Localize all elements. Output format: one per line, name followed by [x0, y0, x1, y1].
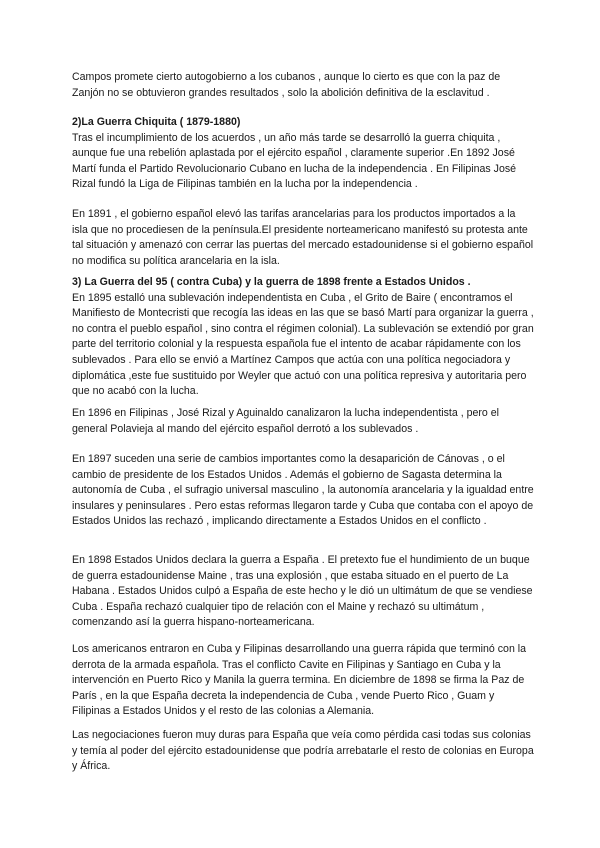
paragraph-text: En 1897 suceden una serie de cambios importantes como la desaparición de Cánovas , o el cambio de presidente de los Estados Unidos . Además el gobierno de Sagasta determina la autonomía de Cuba , el sufragio universal masculino , la autonomía arancelaria y la igualdad entre insulares y peninsulares . Pero estas reformas llegaron tarde y Cuba que contaba con el apoyo de Estados Unidos las rechazó , implicando directamente a Estados Unidos en el conflicto . — [72, 453, 534, 528]
paragraph-text: En 1896 en Filipinas , José Rizal y Aguinaldo canalizaron la lucha independentista , pero el general Polavieja al mando del ejército español derrotó a los sublevados . — [72, 407, 499, 435]
paragraph-text: En 1898 Estados Unidos declara la guerra a España . El pretexto fue el hundimiento de un buque de guerra estadounidense Maine , tras una explosión , que estaba situado en el puerto de La Habana . Estados Unidos culpó a España de este hecho y le dió un ultimátum de que se vendiese Cuba . España rechazó cualquier tipo de relación con el Maine y rechazó su ultimátum , comenzando así la guerra hispano-norteamericana. — [72, 554, 533, 629]
paragraph-negotiations — [72, 728, 534, 775]
paragraph-text: En 1895 estalló una sublevación independentista en Cuba , el Grito de Baire ( encontramos el Manifiesto de Montecristi que recogía las ideas en las que se basó Martí para organizar la guerra , no contra el pueblo español , sino contra el régimen colonial). La sublevación se extendió por gran parte del territorio colonial y la respuesta española fue el intento de acabar rápidamente con los sublevados . Para ello se envió a Martínez Campos que actúa con una política negociadora y diplomática ,este fue sustituido por Weyler que actuó con una política represiva y autoritaria pero que no acabó con la lucha. — [72, 291, 534, 398]
paragraph-text: Tras el incumplimiento de los acuerdos , un año más tarde se desarrolló la guerra chiquita , aunque fue una rebelión aplastada por el ejército español , claramente superior .En 1892 José Martí funda el Partido Revolucionario Cubano en lucha de la independencia . En Filipinas José Rizal fundó la Liga de Filipinas también en la lucha por la independencia . — [72, 131, 517, 191]
paragraph-text: Las negociaciones fueron muy duras para España que veía como pérdida casi todas sus colonias y temía al poder del ejército estadounidense que podría arrebatarle el resto de colonias en Europa y África. — [72, 729, 534, 773]
paragraph-war-1898 — [72, 553, 534, 631]
paragraph-americans — [72, 642, 534, 720]
paragraph-text: En 1891 , el gobierno español elevó las tarifas arancelarias para los productos importados a la isla que no procediesen de la península.El presidente norteamericano manifestó su protesta ante tal situación y amenazó con cerrar las puertas del mercado estadounidense si el gobierno español no modifica su política arancelaria en la isla. — [72, 208, 534, 267]
paragraph-text: Los americanos entraron en Cuba y Filipinas desarrollando una guerra rápida que terminó con la derrota de la armada española. Tras el conflicto Cavite en Filipinas y Santiago en Cuba y la intervención en Puerto Rico y Manila la guerra termina. En diciembre de 1898 se firma la Paz de París , en la que España decreta la independencia de Cuba , vende Puerto Rico , Guam y Filipinas a Estados Unidos y el resto de las colonias a Alemania. — [72, 643, 527, 718]
paragraph-filipinas-1896 — [72, 406, 534, 437]
paragraph-changes-1897 — [72, 452, 534, 530]
paragraph-tariffs-1891 — [72, 207, 534, 269]
section-heading: 3) La Guerra del 95 ( contra Cuba) y la guerra de 1898 frente a Estados Unidos . — [72, 276, 471, 288]
section-guerra-95 — [72, 275, 534, 400]
section-heading: 2)La Guerra Chiquita ( 1879-1880) — [72, 116, 241, 128]
paragraph-text: Campos promete cierto autogobierno a los cubanos , aunque lo cierto es que con la paz de Zanjón no se obtuvieron grandes resultados , solo la abolición definitiva de la esclavitud . — [72, 71, 501, 99]
paragraph-zanjon-peace — [72, 70, 534, 101]
section-guerra-chiquita — [72, 115, 534, 193]
